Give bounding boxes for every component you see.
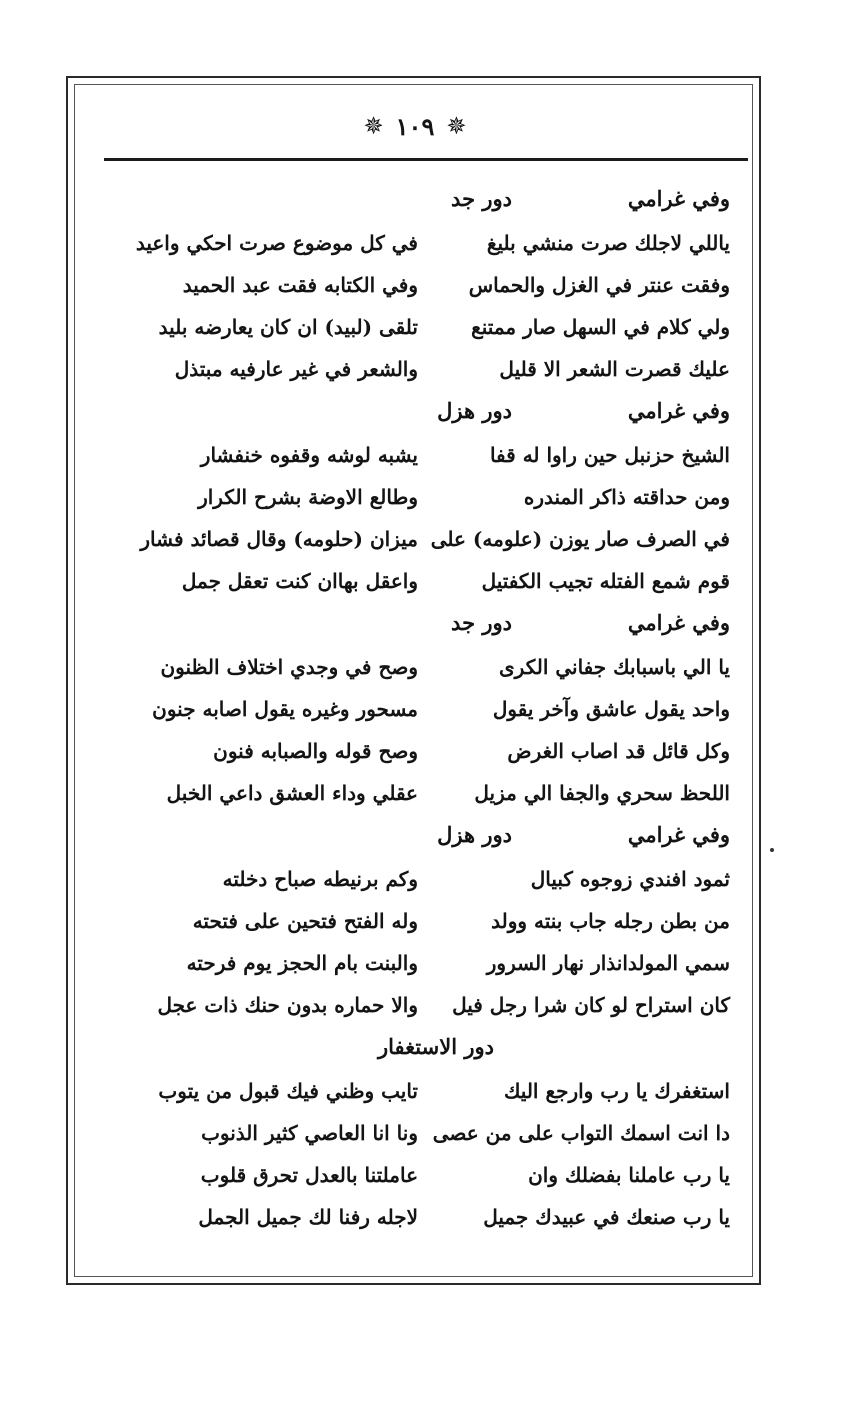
hemistich: وكل قائل قد اصاب الغرض [507,739,730,763]
hemistich: لاجله رفنا لك جميل الجمل [198,1205,418,1229]
verse-line [118,1112,730,1154]
hemistich: يا رب صنعك في عبيدك جميل [483,1205,730,1229]
section-heading [118,1026,730,1070]
heading-type: دور جد [451,186,512,211]
hemistich: عليك قصرت الشعر الا قليل [499,357,730,381]
hemistich: يا الي باسبابك جفاني الكرى [499,655,730,679]
section-heading [118,178,730,222]
hemistich: ياللي لاجلك صرت منشي بليغ [486,231,730,255]
verse-line [118,942,730,984]
hemistich: وفقت عنتر في الغزل والحماس [468,273,730,297]
hemistich: يشبه لوشه وقفوه خنفشار [200,443,418,467]
heading-lead: وفي غرامي [627,186,730,211]
verse-line [118,1154,730,1196]
verse-line [118,900,730,942]
hemistich: ومن حداقته ذاكر المندره [523,485,730,509]
hemistich: وطالع الاوضة بشرح الكرار [198,485,418,509]
heading-type: دور جد [451,610,512,635]
heading-lead: وفي غرامي [627,398,730,423]
hemistich: واعقل بهاان كنت تعقل جمل [181,569,418,593]
hemistich: تلقى (لبيد) ان كان يعارضه بليد [158,315,418,339]
hemistich: وفي الكتابه فقت عبد الحميد [182,273,418,297]
hemistich: استغفرك يا رب وارجع اليك [503,1079,730,1103]
section-heading [118,390,730,434]
hemistich: واحد يقول عاشق وآخر يقول [492,697,730,721]
scan-speck [770,848,774,852]
verse-line [118,984,730,1026]
header-rule [104,158,748,161]
hemistich: في كل موضوع صرت احكي واعيد [135,231,418,255]
hemistich: وصح في وجدي اختلاف الظنون [160,655,418,679]
hemistich: ولي كلام في السهل صار ممتنع [471,315,730,339]
verse-line [118,560,730,602]
hemistich: وكم برنيطه صباح دخلته [222,867,418,891]
hemistich: والا حماره بدون حنك ذات عجل [157,993,418,1017]
hemistich: ثمود افندي زوجوه كبيال [530,867,730,891]
heading-type: دور الاستغفار [378,1034,494,1059]
poem-body [118,178,730,1238]
hemistich: في الصرف صار يوزن (علومه) على [430,527,730,551]
hemistich: ونا انا العاصي كثير الذنوب [201,1121,418,1145]
verse-line [118,306,730,348]
hemistich: عاملتنا بالعدل تحرق قلوب [200,1163,418,1187]
hemistich: دا انت اسمك التواب على من عصى [432,1121,730,1145]
hemistich: عقلي وداء العشق داعي الخبل [166,781,418,805]
heading-type: دور هزل [437,398,512,423]
ornament-icon: ✵ [446,112,467,140]
verse-line [118,1196,730,1238]
hemistich: والبنت بام الحجز يوم فرحته [186,951,418,975]
page-number: ١٠٩ [395,111,435,141]
ornament-icon: ✵ [363,112,384,140]
hemistich: مسحور وغيره يقول اصابه جنون [152,697,418,721]
verse-line [118,858,730,900]
hemistich: وله الفتح فتحين على فتحته [192,909,418,933]
hemistich: اللحظ سحري والجفا الي مزيل [474,781,730,805]
heading-type: دور هزل [437,822,512,847]
hemistich: سمي المولدانذار نهار السرور [486,951,730,975]
hemistich: كان استراح لو كان شرا رجل فيل [452,993,730,1017]
hemistich: قوم شمع الفتله تجيب الكفتيل [481,569,730,593]
verse-line [118,434,730,476]
hemistich: ميزان (حلومه) وقال قصائد فشار [140,527,418,551]
section-heading [118,602,730,646]
heading-lead: وفي غرامي [627,822,730,847]
verse-line [118,646,730,688]
hemistich: من بطن رجله جاب بنته وولد [491,909,730,933]
verse-line [118,730,730,772]
heading-lead: وفي غرامي [627,610,730,635]
verse-line [118,264,730,306]
verse-line [118,348,730,390]
page-header [330,108,500,144]
hemistich: والشعر في غير عارفيه مبتذل [174,357,418,381]
hemistich: الشيخ حزنبل حين راوا له قفا [489,443,730,467]
hemistich: تايب وظني فيك قبول من يتوب [158,1079,418,1103]
verse-line [118,1070,730,1112]
hemistich: يا رب عاملنا بفضلك وان [528,1163,730,1187]
verse-line [118,518,730,560]
verse-line [118,476,730,518]
section-heading [118,814,730,858]
verse-line [118,222,730,264]
hemistich: وصح قوله والصبابه فنون [213,739,418,763]
verse-line [118,772,730,814]
verse-line [118,688,730,730]
